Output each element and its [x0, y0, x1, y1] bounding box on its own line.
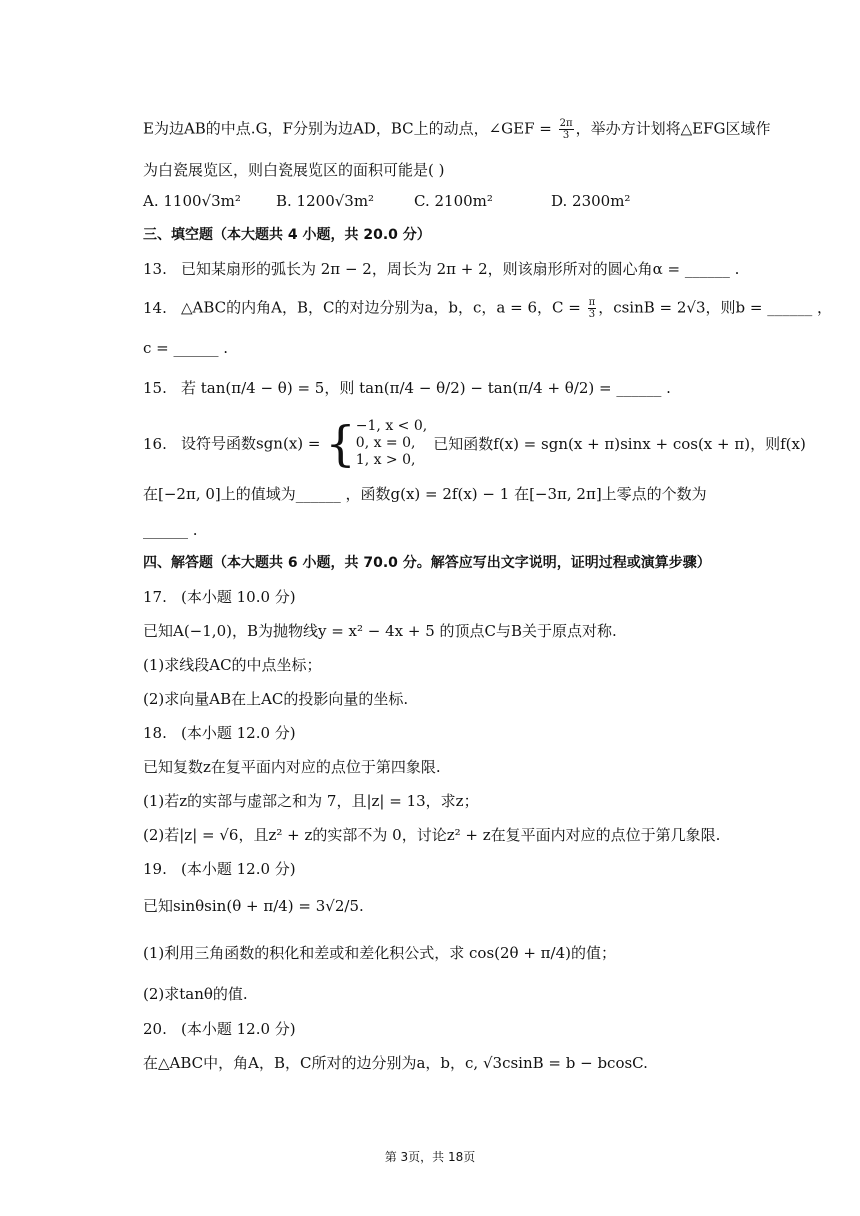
- question-18: [143, 723, 296, 743]
- q17-score: (本小题 10.0 分): [181, 588, 296, 606]
- q19-line3: (2)求tanθ的值.: [143, 985, 248, 1003]
- q13-text: 已知某扇形的弧长为 2π − 2，周长为 2π + 2，则该扇形所对的圆心角α = ______ .: [181, 260, 740, 278]
- q17-line1: 已知A(−1,0)，B为抛物线y = x² − 4x + 5 的顶点C与B关于原点对称.: [143, 622, 617, 640]
- q12-line1: [143, 118, 770, 141]
- q16-text-a: 设符号函数sgn(x) =: [181, 434, 326, 453]
- question-15: [143, 378, 671, 398]
- q20-line1: 在△ABC中，角A，B，C所对的边分别为a，b，c, √3csinB = b − bcosC.: [143, 1054, 648, 1072]
- q19-number: 19.: [143, 860, 167, 878]
- q18-number: 18.: [143, 724, 167, 742]
- q18-line1: 已知复数z在复平面内对应的点位于第四象限.: [143, 758, 441, 776]
- question-14: [143, 297, 832, 320]
- q12-text-a: E为边AB的中点.G，F分别为边AD，BC上的动点，∠GEF =: [143, 119, 557, 138]
- q16-line3: ______ .: [143, 521, 198, 539]
- q20-number: 20.: [143, 1020, 167, 1038]
- q14-text-a: △ABC的内角A，B，C的对边分别为a，b，c，a = 6，C =: [181, 298, 586, 317]
- q16-case-1: −1, x < 0,: [355, 418, 428, 434]
- question-19: [143, 859, 296, 879]
- q19-score: (本小题 12.0 分): [181, 860, 296, 878]
- q17-number: 17.: [143, 588, 167, 606]
- question-13: [143, 259, 739, 279]
- question-20: [143, 1019, 296, 1039]
- q14-number: 14.: [143, 298, 167, 317]
- question-17: [143, 587, 296, 607]
- q16-line2: 在[−2π, 0]上的值域为______ ，函数g(x) = 2f(x) − 1 在[−3π, 2π]上零点的个数为: [143, 485, 707, 503]
- q12-frac-numerator: 2π: [559, 118, 573, 129]
- q12-option-b: B. 1200√3m²: [276, 192, 375, 210]
- q18-score: (本小题 12.0 分): [181, 724, 296, 742]
- q16-brace: {: [325, 415, 356, 472]
- q15-number: 15.: [143, 379, 167, 397]
- q17-line3: (2)求向量AB在上AC的投影向量的坐标.: [143, 690, 409, 708]
- q12-line2: 为白瓷展览区，则白瓷展览区的面积可能是( ): [143, 161, 445, 179]
- q15-text: 若 tan(π/4 − θ) = 5，则 tan(π/4 − θ/2) − tan(π/4 + θ/2) = ______ .: [181, 379, 671, 397]
- q12-option-d: D. 2300m²: [551, 192, 631, 210]
- q16-case-3: 1, x > 0,: [355, 452, 416, 468]
- q19-line2: (1)利用三角函数的积化和差或和差化积公式，求 cos(2θ + π/4)的值；: [143, 944, 616, 962]
- q12-frac-denominator: 3: [562, 130, 570, 141]
- q12-option-c: C. 2100m²: [414, 192, 493, 210]
- q20-score: (本小题 12.0 分): [181, 1020, 296, 1038]
- q16-cases: [356, 418, 427, 469]
- question-16: [143, 415, 806, 472]
- q19-line1: 已知sinθsin(θ + π/4) = 3√2/5.: [143, 897, 364, 915]
- q14-frac-numerator: π: [588, 297, 596, 308]
- q16-text-b: 已知函数f(x) = sgn(x + π)sinx + cos(x + π)，则f(x): [433, 434, 806, 453]
- q18-line2: (1)若z的实部与虚部之和为 7，且|z| = 13，求z；: [143, 792, 479, 810]
- q14-frac-denominator: 3: [588, 309, 596, 320]
- q12-option-a: A. 1100√3m²: [143, 192, 241, 210]
- q16-case-2: 0, x = 0,: [355, 435, 416, 451]
- q16-number: 16.: [143, 434, 167, 453]
- q14-fraction: [588, 297, 597, 320]
- page-footer: 第 3页，共 18页: [384, 1150, 476, 1164]
- q18-line3: (2)若|z| = √6，且z² + z的实部不为 0，讨论z² + z在复平面内对应的点位于第几象限.: [143, 826, 721, 844]
- section-heading-answer: 四、解答题（本大题共 6 小题，共 70.0 分。解答应写出文字说明，证明过程或演算步骤）: [143, 555, 711, 571]
- section-heading-fill-in: 三、填空题（本大题共 4 小题，共 20.0 分）: [143, 227, 431, 243]
- q14-text-b: ，csinB = 2√3，则b = ______ ，: [598, 298, 832, 317]
- q12-fraction: [559, 118, 574, 141]
- q12-text-b: ，举办方计划将△EFG区域作: [575, 119, 771, 138]
- q14-line2: c = ______ .: [143, 339, 229, 357]
- q17-line2: (1)求线段AC的中点坐标；: [143, 656, 322, 674]
- q13-number: 13.: [143, 260, 167, 278]
